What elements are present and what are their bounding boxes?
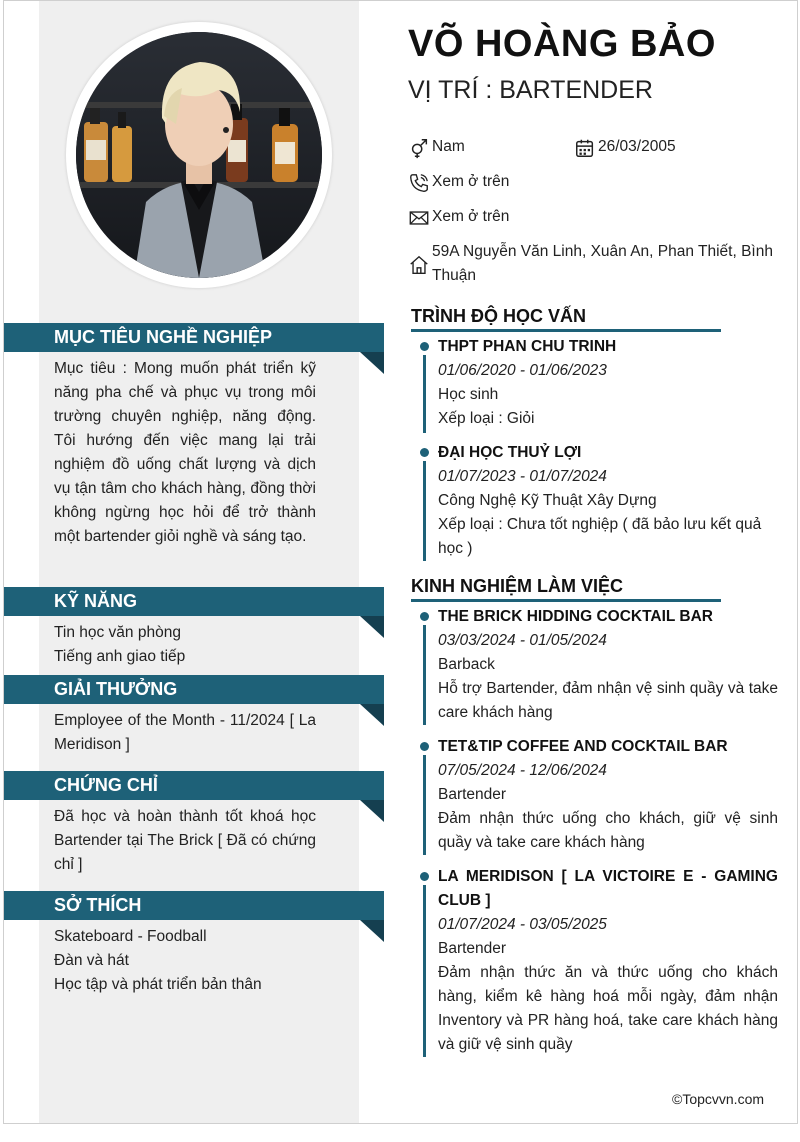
hobby-item: Đàn và hát [54, 952, 129, 969]
experience-title: KINH NGHIỆM LÀM VIỆC [411, 576, 624, 596]
info-phone [408, 170, 708, 194]
entry-date: 03/03/2024 - 01/05/2024 [438, 632, 607, 649]
entry-role: Bartender [438, 940, 507, 957]
entry-desc: Hỗ trợ Bartender, đảm nhận vệ sinh quầy và take care khách hàng [438, 680, 778, 721]
education-entry [408, 335, 778, 435]
awards-text: Employee of the Month - 11/2024 [ La Meridison ] [54, 712, 316, 753]
entry-date: 01/07/2024 - 03/05/2025 [438, 916, 607, 933]
timeline-line [423, 461, 426, 561]
skills-fold [360, 616, 384, 638]
entry-role: Bartender [438, 786, 507, 803]
calendar-icon [574, 137, 596, 159]
candidate-position: VỊ TRÍ : BARTENDER [408, 76, 653, 104]
info-address [408, 240, 780, 288]
skill-item: Tiếng anh giao tiếp [54, 648, 186, 665]
education-underline [411, 329, 721, 332]
experience-entry [408, 865, 778, 1061]
avatar-photo [76, 32, 322, 278]
entry-desc: Đảm nhận thức ăn và thức uống cho khách hàng, kiểm kê hàng hoá mỗi ngày, đảm nhận Inventory và PR hàng hoá, take care khách hàng và giữ vệ sinh quầy [438, 964, 778, 1053]
timeline-line [423, 885, 426, 1057]
birthday-value: 26/03/2005 [598, 138, 676, 155]
objective-title: MỤC TIÊU NGHỀ NGHIỆP [4, 323, 384, 352]
email-value: Xem ở trên [432, 208, 510, 225]
entry-date: 01/06/2020 - 01/06/2023 [438, 362, 607, 379]
timeline-dot [420, 448, 429, 457]
certificates-text: Đã học và hoàn thành tốt khoá học Bartender tại The Brick [ Đã có chứng chỉ ] [54, 808, 316, 873]
awards-title: GIẢI THƯỞNG [4, 675, 384, 704]
skills-list [54, 621, 316, 669]
certificates-title: CHỨNG CHỈ [4, 771, 384, 800]
timeline-dot [420, 342, 429, 351]
hobbies-title: SỞ THÍCH [4, 891, 384, 920]
hobby-item: Skateboard - Foodball [54, 928, 207, 945]
gender-value: Nam [432, 138, 465, 155]
address-value: 59A Nguyễn Văn Linh, Xuân An, Phan Thiết, Bình Thuận [432, 243, 773, 284]
gender-icon [408, 137, 430, 159]
phone-icon [408, 172, 430, 194]
entry-date: 01/07/2023 - 01/07/2024 [438, 468, 607, 485]
entry-org: ĐẠI HỌC THUỶ LỢI [438, 444, 582, 461]
timeline-line [423, 355, 426, 433]
avatar-frame [66, 22, 332, 288]
skill-item: Tin học văn phòng [54, 624, 181, 641]
candidate-name: VÕ HOÀNG BẢO [408, 23, 716, 65]
hobbies-fold [360, 920, 384, 942]
entry-org: LA MERIDISON [ LA VICTOIRE E - GAMING CLUB ] [438, 868, 778, 909]
entry-org: THE BRICK HIDDING COCKTAIL BAR [438, 608, 713, 625]
phone-value: Xem ở trên [432, 173, 510, 190]
timeline-line [423, 755, 426, 855]
timeline-dot [420, 612, 429, 621]
entry-role: Barback [438, 656, 495, 673]
hobby-item: Học tập và phát triển bản thân [54, 976, 262, 993]
certificates-fold [360, 800, 384, 822]
objective-fold [360, 352, 384, 374]
cv-page [3, 0, 798, 1124]
footer-credit[interactable]: ©Topcvvn.com [672, 1091, 765, 1107]
info-gender [408, 135, 568, 159]
timeline-dot [420, 742, 429, 751]
skills-title: KỸ NĂNG [4, 587, 384, 616]
info-birthday [574, 135, 774, 159]
experience-entry [408, 605, 778, 729]
entry-date: 07/05/2024 - 12/06/2024 [438, 762, 607, 779]
envelope-icon [408, 207, 430, 229]
hobbies-list [54, 925, 316, 997]
awards-fold [360, 704, 384, 726]
info-email [408, 205, 708, 229]
entry-role: Công Nghệ Kỹ Thuật Xây Dựng [438, 492, 657, 509]
entry-desc: Xếp loại : Giỏi [438, 410, 535, 427]
home-icon [408, 254, 430, 276]
timeline-dot [420, 872, 429, 881]
entry-org: THPT PHAN CHU TRINH [438, 338, 617, 355]
entry-desc: Đảm nhận thức uống cho khách, giữ vệ sinh quầy và take care khách hàng [438, 810, 778, 851]
experience-underline [411, 599, 721, 602]
objective-text: Mục tiêu : Mong muốn phát triển kỹ năng pha chế và phục vụ trong môi trường chuyên nghiệp, năng động. Tôi hướng đến việc mang lại trải nghiệm đồ uống chất lượng và dịch vụ tận tâm cho khách hàng, đồng thời không ngừng học hỏi để trở thành một bartender giỏi nghề và sáng tạo. [54, 360, 316, 545]
entry-desc: Xếp loại : Chưa tốt nghiệp ( đã bảo lưu kết quả học ) [438, 516, 762, 557]
timeline-line [423, 625, 426, 725]
entry-org: TET&TIP COFFEE AND COCKTAIL BAR [438, 738, 728, 755]
entry-role: Học sinh [438, 386, 499, 403]
education-entry [408, 441, 778, 565]
experience-entry [408, 735, 778, 859]
education-title: TRÌNH ĐỘ HỌC VẤN [411, 306, 586, 326]
avatar [76, 32, 322, 278]
